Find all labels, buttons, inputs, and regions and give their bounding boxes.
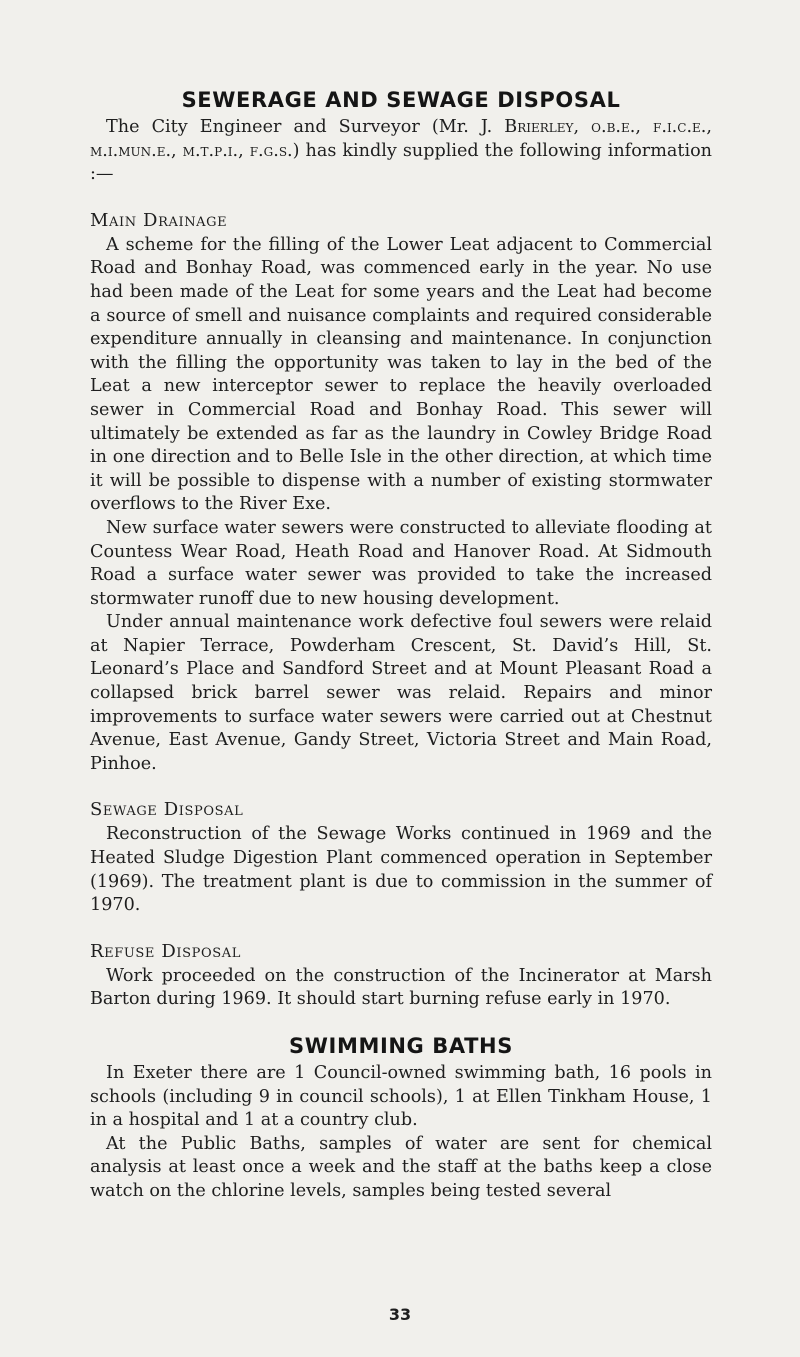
intro-text-start: The City Engineer and Surveyor (Mr. J. xyxy=(106,117,505,137)
engineer-name: Brierley, o.b.e., f.i.c.e., m.i.mun.e., m.t.p.i., f.g.s. xyxy=(90,117,712,161)
refuse-disposal-paragraph: Work proceeded on the construction of the Incinerator at Marsh Barton during 1969. It should start burning refuse early in 1970. xyxy=(90,965,712,1010)
intro-paragraph xyxy=(90,116,712,187)
main-drainage-paragraph: A scheme for the filling of the Lower Leat adjacent to Commercial Road and Bonhay Road, was commenced early in the year. No use had been made of the Leat for some years and the Leat had become a source of smell and nuisance complaints and required considerable expenditure annually in cleansing and maintenance. In conjunction with the filling the opportunity was taken to lay in the bed of the Leat a new interceptor sewer to replace the heavily overloaded sewer in Commercial Road and Bonhay Road. This sewer will ultimately be extended as far as the laundry in Cowley Bridge Road in one direction and to Belle Isle in the other direction, at which time it will be possible to dispense with a number of existing stormwater overflows to the River Exe. xyxy=(90,234,712,515)
main-drainage-paragraph: New surface water sewers were constructed to alleviate flooding at Countess Wear Road, Heath Road and Hanover Road. At Sidmouth Road a surface water sewer was provided to take the increased stormwater runoff due to new housing development. xyxy=(90,517,712,609)
subheading-refuse-disposal: Refuse Disposal xyxy=(90,940,241,962)
sewage-disposal-paragraph: Reconstruction of the Sewage Works continued in 1969 and the Heated Sludge Digestion Plant commenced operation in September (1969). The treatment plant is due to commission in the summer of 1970. xyxy=(90,824,712,916)
subheading-main-drainage: Main Drainage xyxy=(90,209,228,231)
intro-text-end: ) has kindly supplied the following information :— xyxy=(90,140,712,185)
section-heading-swimming-baths: SWIMMING BATHS xyxy=(289,1034,513,1058)
swimming-baths-paragraph: At the Public Baths, samples of water are sent for chemical analysis at least once a week and the staff at the baths keep a close watch on the chlorine levels, samples being tested several xyxy=(90,1133,712,1201)
swimming-baths-paragraph: In Exeter there are 1 Council-owned swimming bath, 16 pools in schools (including 9 in council schools), 1 at Ellen Tinkham House, 1 in a hospital and 1 at a country club. xyxy=(90,1063,712,1131)
main-drainage-paragraph: Under annual maintenance work defective foul sewers were relaid at Napier Terrace, Powderham Crescent, St. David’s Hill, St. Leonard’s Place and Sandford Street and at Mount Pleasant Road a collapsed brick barrel sewer was relaid. Repairs and minor improvements to surface water sewers were carried out at Chestnut Avenue, East Avenue, Gandy Street, Victoria Street and Main Road, Pinhoe. xyxy=(90,612,712,774)
subheading-sewage-disposal: Sewage Disposal xyxy=(90,799,244,821)
page-number: 33 xyxy=(388,1305,412,1324)
section-heading-sewerage: SEWERAGE AND SEWAGE DISPOSAL xyxy=(181,88,621,112)
